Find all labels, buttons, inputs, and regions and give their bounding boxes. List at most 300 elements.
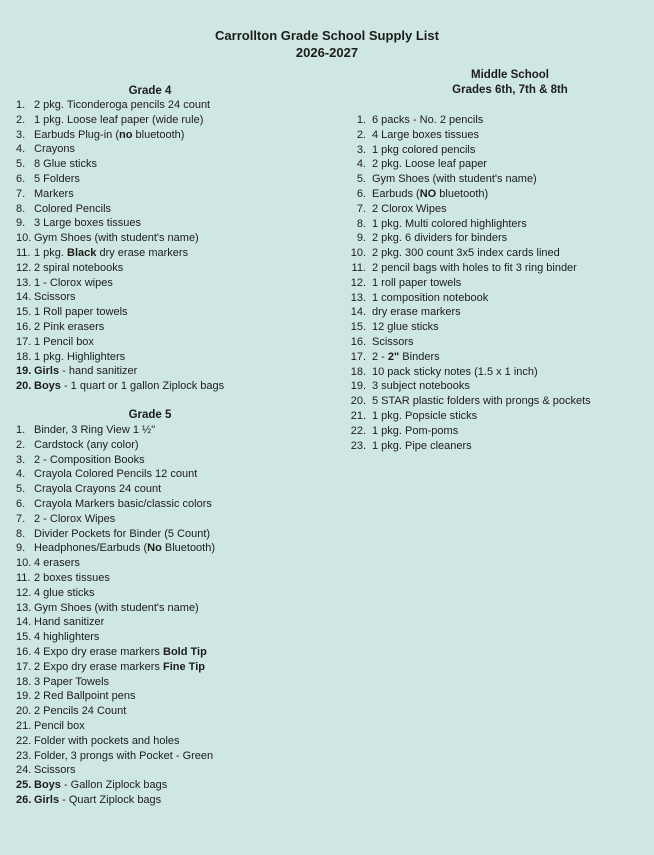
grade4-list bbox=[16, 98, 224, 394]
item-text-part: 2 Pink erasers bbox=[34, 320, 105, 333]
item-number: 6. bbox=[356, 187, 366, 200]
item-text-part: 1 pkg. Popsicle sticks bbox=[372, 409, 478, 422]
item-text-bold: no bbox=[119, 128, 133, 141]
item-number: 13. bbox=[16, 601, 32, 614]
item-text-part: Binder, 3 Ring View 1 ½" bbox=[34, 424, 156, 436]
list-item bbox=[345, 350, 591, 365]
item-text-part: 2 Expo dry erase markers bbox=[34, 660, 163, 673]
item-number: 15. bbox=[16, 631, 32, 644]
list-item bbox=[345, 276, 591, 291]
list-item bbox=[16, 793, 215, 808]
item-number: 16. bbox=[16, 645, 32, 658]
item-text bbox=[34, 172, 80, 187]
grade5-heading: Grade 5 bbox=[128, 409, 172, 421]
list-item bbox=[345, 320, 591, 335]
item-number: 10. bbox=[16, 232, 32, 245]
item-number: 10. bbox=[350, 247, 366, 260]
list-item bbox=[16, 438, 215, 453]
item-text bbox=[34, 586, 95, 601]
item-text bbox=[34, 423, 155, 438]
item-text-part: 2 - Clorox Wipes bbox=[34, 512, 116, 525]
list-item bbox=[16, 749, 215, 764]
item-number: 20. bbox=[350, 395, 366, 408]
item-text-bold: Girls bbox=[34, 365, 60, 378]
item-text bbox=[34, 512, 115, 527]
item-text bbox=[34, 645, 207, 660]
item-number: 5. bbox=[356, 173, 366, 186]
grade4-heading: Grade 4 bbox=[128, 85, 172, 97]
item-text-part: 1 pkg. Loose leaf paper (wide rule) bbox=[34, 113, 204, 126]
item-text-part: 2 Pencils 24 Count bbox=[34, 705, 127, 718]
item-text-part: 2 - bbox=[372, 350, 388, 363]
item-text bbox=[372, 335, 414, 350]
item-text-part: Folder, 3 prongs with Pocket - Green bbox=[34, 749, 214, 762]
item-text-part: 2 Red Ballpoint pens bbox=[34, 690, 136, 703]
list-item bbox=[16, 379, 224, 394]
list-item bbox=[16, 113, 224, 128]
item-number: 1. bbox=[356, 114, 366, 126]
item-number: 14. bbox=[16, 291, 32, 304]
item-text-part: 8 Glue sticks bbox=[34, 158, 97, 171]
item-number: 2. bbox=[356, 128, 366, 141]
item-text bbox=[34, 453, 145, 468]
item-text-part: 5 STAR plastic folders with prongs & pockets bbox=[372, 395, 591, 408]
item-number: 21. bbox=[16, 719, 32, 732]
list-item bbox=[345, 202, 591, 217]
item-text bbox=[34, 231, 199, 246]
list-item bbox=[16, 364, 224, 379]
item-text bbox=[372, 409, 477, 424]
item-text bbox=[34, 379, 224, 394]
item-text bbox=[372, 261, 577, 276]
item-text bbox=[372, 143, 475, 158]
item-number: 3. bbox=[356, 143, 366, 156]
item-text-part: 10 pack sticky notes (1.5 x 1 inch) bbox=[372, 365, 538, 378]
list-item bbox=[16, 423, 215, 438]
item-number: 15. bbox=[350, 321, 366, 334]
list-item bbox=[16, 541, 215, 556]
item-text bbox=[372, 246, 560, 261]
item-text bbox=[34, 630, 99, 645]
middle-school-list bbox=[345, 113, 591, 453]
item-text-part: 1 composition notebook bbox=[372, 291, 489, 304]
item-text-part: Scissors bbox=[34, 764, 76, 777]
list-item bbox=[16, 142, 224, 157]
item-text-part: 1 pkg. bbox=[34, 246, 68, 259]
grade5-list bbox=[16, 423, 215, 808]
item-text bbox=[34, 216, 141, 231]
item-number: 12. bbox=[16, 261, 32, 274]
item-text bbox=[372, 439, 472, 454]
item-text-part: 4 glue sticks bbox=[34, 586, 95, 599]
item-text bbox=[372, 113, 483, 128]
item-number: 8. bbox=[16, 527, 26, 540]
item-text bbox=[34, 527, 210, 542]
list-item bbox=[16, 261, 224, 276]
item-text-bold: 2" bbox=[387, 350, 400, 363]
item-text bbox=[34, 467, 197, 482]
list-item bbox=[16, 630, 215, 645]
item-text bbox=[34, 719, 85, 734]
item-text-part: 3 subject notebooks bbox=[372, 380, 470, 393]
item-text bbox=[372, 217, 527, 232]
page-title: Carrollton Grade School Supply List bbox=[215, 28, 439, 43]
list-item bbox=[16, 305, 224, 320]
list-item bbox=[16, 172, 224, 187]
item-text-part: 1 Roll paper towels bbox=[34, 306, 128, 319]
item-text-part: 2 pkg. Loose leaf paper bbox=[372, 158, 487, 171]
item-text-part: Pencil box bbox=[34, 719, 85, 732]
item-text bbox=[34, 689, 136, 704]
item-number: 11. bbox=[16, 571, 31, 584]
item-text bbox=[34, 704, 126, 719]
item-number: 18. bbox=[16, 350, 32, 363]
item-number: 16. bbox=[350, 335, 366, 348]
list-item bbox=[16, 320, 224, 335]
list-item bbox=[345, 335, 591, 350]
list-item bbox=[16, 556, 215, 571]
item-text bbox=[372, 350, 440, 365]
middle-school-heading: Middle School bbox=[471, 69, 549, 81]
item-number: 20. bbox=[16, 705, 32, 718]
item-text bbox=[372, 128, 479, 143]
list-item bbox=[345, 246, 591, 261]
item-text-part: Colored Pencils bbox=[34, 202, 112, 215]
item-number: 23. bbox=[16, 749, 32, 762]
item-text-part: dry erase markers bbox=[96, 246, 189, 259]
list-item bbox=[16, 675, 215, 690]
item-text-part: Bluetooth) bbox=[161, 542, 216, 555]
item-text bbox=[372, 365, 538, 380]
item-text bbox=[34, 571, 110, 586]
item-number: 4. bbox=[16, 468, 26, 481]
item-text-part: 3 Large boxes tissues bbox=[34, 217, 142, 230]
item-number: 14. bbox=[16, 616, 32, 629]
list-item bbox=[16, 615, 215, 630]
item-text-part: Earbuds ( bbox=[372, 187, 420, 200]
item-text-bold: Fine Tip bbox=[163, 660, 205, 673]
list-item bbox=[16, 778, 215, 793]
item-text-part: 1 pkg. Highlighters bbox=[34, 350, 126, 363]
item-number: 19. bbox=[350, 380, 366, 393]
item-text bbox=[34, 675, 109, 690]
item-text bbox=[372, 202, 447, 217]
item-text-part: - Quart Ziplock bags bbox=[59, 793, 162, 806]
item-text bbox=[372, 394, 591, 409]
item-text-part: Folder with pockets and holes bbox=[34, 734, 180, 747]
item-text-part: - 1 quart or 1 gallon Ziplock bags bbox=[60, 380, 225, 393]
item-number: 15. bbox=[16, 306, 32, 319]
item-text-part: Scissors bbox=[372, 335, 414, 348]
item-text-part: Gym Shoes (with student's name) bbox=[34, 601, 199, 614]
list-item bbox=[16, 734, 215, 749]
item-text-part: dry erase markers bbox=[372, 306, 461, 319]
list-item bbox=[345, 113, 591, 128]
item-number: 2. bbox=[16, 438, 26, 451]
item-text-bold: Boys bbox=[34, 779, 61, 792]
item-text bbox=[34, 749, 213, 764]
item-text bbox=[34, 541, 215, 556]
list-item bbox=[16, 689, 215, 704]
list-item bbox=[16, 601, 215, 616]
item-text-part: Scissors bbox=[34, 291, 76, 304]
list-item bbox=[16, 350, 224, 365]
item-number: 17. bbox=[16, 660, 32, 673]
item-text-bold: Bold Tip bbox=[163, 645, 207, 658]
item-number: 9. bbox=[16, 217, 26, 230]
list-item bbox=[345, 187, 591, 202]
item-text bbox=[34, 261, 123, 276]
item-text bbox=[34, 763, 76, 778]
item-text-part: 1 roll paper towels bbox=[372, 276, 462, 289]
item-text bbox=[34, 276, 113, 291]
item-text bbox=[372, 187, 488, 202]
middle-school-subheading: Grades 6th, 7th & 8th bbox=[452, 84, 568, 96]
item-number: 5. bbox=[16, 158, 26, 171]
list-item bbox=[16, 512, 215, 527]
item-number: 21. bbox=[350, 409, 366, 422]
item-text-part: 1 pkg. Pipe cleaners bbox=[372, 439, 472, 452]
list-item bbox=[345, 409, 591, 424]
list-item bbox=[345, 379, 591, 394]
list-item bbox=[345, 394, 591, 409]
list-item bbox=[16, 497, 215, 512]
list-item bbox=[16, 276, 224, 291]
list-item bbox=[16, 763, 215, 778]
list-item bbox=[16, 231, 224, 246]
item-text-part: bluetooth) bbox=[132, 128, 185, 141]
item-number: 4. bbox=[356, 158, 366, 171]
item-text-bold: NO bbox=[419, 187, 437, 200]
item-text-part: 1 Pencil box bbox=[34, 335, 94, 348]
item-number: 11. bbox=[16, 246, 31, 259]
item-text-part: 1 pkg. Pom-poms bbox=[372, 424, 459, 437]
item-text-part: 2 pkg. Ticonderoga pencils 24 count bbox=[34, 99, 211, 111]
list-item bbox=[345, 143, 591, 158]
item-text bbox=[34, 305, 128, 320]
item-number: 6. bbox=[16, 172, 26, 185]
item-number: 1. bbox=[16, 424, 26, 436]
list-item bbox=[345, 291, 591, 306]
list-item bbox=[16, 527, 215, 542]
item-text bbox=[34, 246, 188, 261]
list-item bbox=[345, 261, 591, 276]
item-number: 22. bbox=[350, 424, 366, 437]
list-item bbox=[345, 365, 591, 380]
list-item bbox=[16, 187, 224, 202]
item-number: 14. bbox=[350, 306, 366, 319]
item-text-part: bluetooth) bbox=[436, 187, 489, 200]
item-number: 8. bbox=[356, 217, 366, 230]
list-item bbox=[345, 128, 591, 143]
item-text-part: 3 Paper Towels bbox=[34, 675, 110, 688]
item-text-part: Divider Pockets for Binder (5 Count) bbox=[34, 527, 211, 540]
item-number: 13. bbox=[16, 276, 32, 289]
item-number: 5. bbox=[16, 483, 26, 496]
item-text-bold: Girls bbox=[34, 793, 60, 806]
item-text-part: 4 highlighters bbox=[34, 631, 100, 644]
item-text bbox=[372, 379, 470, 394]
item-text-part: 1 pkg colored pencils bbox=[372, 143, 476, 156]
item-text bbox=[372, 157, 487, 172]
item-number: 7. bbox=[16, 512, 26, 525]
item-text bbox=[34, 793, 161, 808]
list-item bbox=[16, 128, 224, 143]
item-text bbox=[372, 231, 507, 246]
list-item bbox=[345, 424, 591, 439]
item-number: 9. bbox=[16, 542, 26, 555]
item-number: 19. bbox=[16, 365, 32, 378]
list-item bbox=[16, 216, 224, 231]
item-number: 11. bbox=[351, 261, 366, 274]
item-text bbox=[34, 320, 104, 335]
item-text-part: Gym Shoes (with student's name) bbox=[34, 232, 199, 245]
item-number: 24. bbox=[16, 764, 32, 777]
item-text-part: 12 glue sticks bbox=[372, 321, 439, 334]
item-text bbox=[34, 660, 205, 675]
list-item bbox=[345, 231, 591, 246]
list-item bbox=[16, 335, 224, 350]
item-number: 22. bbox=[16, 734, 32, 747]
item-number: 10. bbox=[16, 557, 32, 570]
item-text-part: Cardstock (any color) bbox=[34, 438, 139, 451]
item-text bbox=[34, 778, 167, 793]
item-text bbox=[34, 187, 74, 202]
item-number: 12. bbox=[16, 586, 32, 599]
item-text bbox=[34, 438, 139, 453]
item-number: 9. bbox=[356, 232, 366, 245]
list-item bbox=[16, 704, 215, 719]
item-number: 18. bbox=[16, 675, 32, 688]
item-text-part: - Gallon Ziplock bags bbox=[60, 779, 168, 792]
item-text-part: Crayola Colored Pencils 12 count bbox=[34, 468, 198, 481]
item-text-part: Binders bbox=[399, 350, 440, 363]
item-text-part: 6 packs - No. 2 pencils bbox=[372, 114, 484, 126]
item-text-part: 1 - Clorox wipes bbox=[34, 276, 113, 289]
item-text-part: Hand sanitizer bbox=[34, 616, 105, 629]
item-number: 1. bbox=[16, 99, 26, 111]
item-text-bold: No bbox=[147, 542, 162, 555]
item-text bbox=[34, 364, 137, 379]
item-number: 16. bbox=[16, 320, 32, 333]
list-item bbox=[345, 172, 591, 187]
list-item bbox=[345, 217, 591, 232]
item-text bbox=[34, 601, 199, 616]
item-text-part: Markers bbox=[34, 187, 74, 200]
item-text bbox=[372, 305, 461, 320]
item-text bbox=[34, 98, 210, 113]
list-item bbox=[16, 571, 215, 586]
list-item bbox=[16, 586, 215, 601]
item-number: 17. bbox=[350, 350, 366, 363]
item-number: 17. bbox=[16, 335, 32, 348]
item-text bbox=[34, 350, 125, 365]
list-item bbox=[16, 202, 224, 217]
list-item bbox=[16, 660, 215, 675]
item-number: 7. bbox=[16, 187, 26, 200]
list-item bbox=[16, 467, 215, 482]
item-number: 4. bbox=[16, 143, 26, 156]
item-text bbox=[372, 276, 461, 291]
item-text-part: Gym Shoes (with student's name) bbox=[372, 173, 537, 186]
item-text-part: 2 boxes tissues bbox=[34, 571, 110, 584]
list-item bbox=[16, 482, 215, 497]
item-number: 12. bbox=[350, 276, 366, 289]
item-number: 13. bbox=[350, 291, 366, 304]
item-text-part: 1 pkg. Multi colored highlighters bbox=[372, 217, 527, 230]
item-text-part: 2 spiral notebooks bbox=[34, 261, 124, 274]
item-text bbox=[34, 482, 161, 497]
school-year: 2026-2027 bbox=[295, 45, 359, 60]
item-text-part: 2 Clorox Wipes bbox=[372, 202, 447, 215]
item-text bbox=[372, 291, 488, 306]
list-item bbox=[16, 246, 224, 261]
list-item bbox=[16, 719, 215, 734]
item-text bbox=[34, 202, 111, 217]
item-text-bold: Boys bbox=[34, 380, 61, 393]
item-text bbox=[34, 497, 212, 512]
list-item bbox=[16, 290, 224, 305]
item-text-part: 4 Large boxes tissues bbox=[372, 128, 480, 141]
item-text-part: 4 erasers bbox=[34, 557, 80, 570]
item-text bbox=[34, 128, 184, 143]
item-number: 7. bbox=[356, 202, 366, 215]
list-item bbox=[345, 305, 591, 320]
item-text-part: 4 Expo dry erase markers bbox=[34, 645, 163, 658]
list-item bbox=[16, 645, 215, 660]
list-item bbox=[345, 157, 591, 172]
item-text-part: 5 Folders bbox=[34, 172, 80, 185]
list-item bbox=[16, 98, 224, 113]
item-number: 23. bbox=[350, 439, 366, 452]
item-number: 6. bbox=[16, 497, 26, 510]
list-item bbox=[345, 439, 591, 454]
item-text bbox=[34, 113, 203, 128]
item-number: 8. bbox=[16, 202, 26, 215]
item-text bbox=[372, 172, 537, 187]
item-number: 18. bbox=[350, 365, 366, 378]
item-text-part: 2 pkg. 6 dividers for binders bbox=[372, 232, 508, 245]
item-number: 19. bbox=[16, 690, 32, 703]
item-text-part: Crayola Crayons 24 count bbox=[34, 483, 162, 496]
item-text-part: - hand sanitizer bbox=[59, 365, 138, 378]
item-text-part: Headphones/Earbuds ( bbox=[34, 542, 148, 555]
item-text bbox=[34, 734, 180, 749]
item-text-part: Earbuds Plug-in ( bbox=[34, 128, 119, 141]
item-text bbox=[372, 320, 439, 335]
item-text bbox=[34, 142, 75, 157]
item-text bbox=[372, 424, 458, 439]
item-text bbox=[34, 290, 76, 305]
item-number: 2. bbox=[16, 113, 26, 126]
list-item bbox=[16, 453, 215, 468]
item-text bbox=[34, 335, 94, 350]
item-text-part: Crayons bbox=[34, 143, 75, 156]
list-item bbox=[16, 157, 224, 172]
item-text-part: Crayola Markers basic/classic colors bbox=[34, 497, 212, 510]
item-text-bold: Black bbox=[67, 246, 97, 259]
item-number: 26. bbox=[16, 793, 32, 806]
item-number: 3. bbox=[16, 128, 26, 141]
item-text-part: 2 pencil bags with holes to fit 3 ring binder bbox=[372, 261, 577, 274]
item-number: 3. bbox=[16, 453, 26, 466]
item-text bbox=[34, 615, 104, 630]
item-number: 20. bbox=[16, 380, 32, 393]
item-number: 25. bbox=[16, 779, 32, 792]
item-text-part: 2 - Composition Books bbox=[34, 453, 145, 466]
item-text-part: 2 pkg. 300 count 3x5 index cards lined bbox=[372, 247, 560, 260]
item-text bbox=[34, 556, 80, 571]
